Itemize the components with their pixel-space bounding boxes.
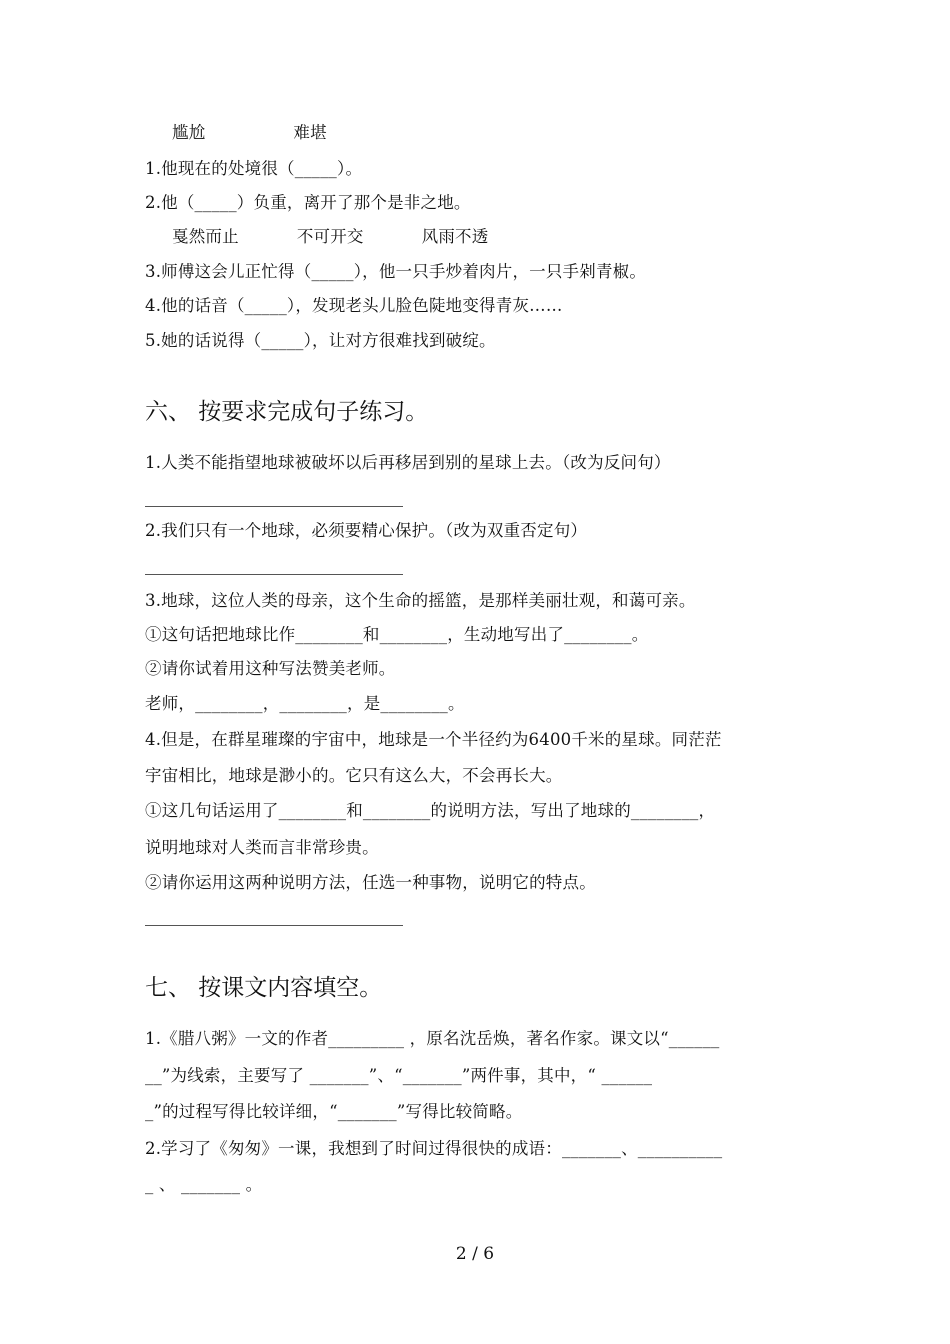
question-6-3-2: ②请你试着用这种写法赞美老师。 [145, 659, 396, 678]
question-6-4-1-line-1: ①这几句话运用了________和________的说明方法，写出了地球的________， [145, 801, 716, 820]
answer-line [145, 925, 403, 926]
question-7-1-line-2: __”为线索，主要写了 _______”、“_______”两件事，其中，“ ______ [145, 1066, 653, 1085]
question-5-1: 1.他现在的处境很（_____）。 [145, 159, 363, 178]
page-number: 2 / 6 [455, 1244, 495, 1264]
question-6-4-line-2: 宇宙相比，地球是渺小的。它只有这么大，不会再长大。 [145, 766, 563, 785]
word-bank-item: 不可开交 [296, 227, 364, 246]
word-bank-item: 难堪 [293, 123, 327, 142]
question-6-3: 3.地球，这位人类的母亲，这个生命的摇篮，是那样美丽壮观，和蔼可亲。 [145, 591, 696, 610]
question-5-2: 2.他（_____）负重，离开了那个是非之地。 [145, 193, 471, 212]
question-6-2: 2.我们只有一个地球，必须要精心保护。（改为双重否定句） [145, 521, 588, 540]
question-7-2-line-1: 2.学习了《匆匆》一课，我想到了时间过得很快的成语：_______、__________ [145, 1139, 723, 1158]
question-5-5: 5.她的话说得（_____），让对方很难找到破绽。 [145, 331, 496, 350]
word-bank-b [172, 226, 488, 248]
question-6-1: 1.人类不能指望地球被破坏以后再移居到别的星球上去。（改为反问句） [145, 453, 671, 472]
question-7-1-line-1: 1.《腊八粥》一文的作者_________ ，原名沈岳焕，著名作家。课文以“______ [145, 1029, 720, 1048]
question-6-3-3: 老师，________，________，是________。 [145, 694, 465, 713]
word-bank-item: 戛然而止 [172, 227, 239, 246]
question-6-4-1-line-2: 说明地球对人类而言非常珍贵。 [145, 838, 379, 857]
question-6-3-1: ①这句话把地球比作________和________，生动地写出了________。 [145, 625, 649, 644]
answer-line [145, 506, 403, 507]
question-7-2-line-2: _ 、 _______ 。 [145, 1175, 263, 1194]
word-bank-item: 风雨不透 [421, 227, 489, 246]
question-7-1-line-3: _”的过程写得比较详细，“_______”写得比较简略。 [145, 1102, 523, 1121]
question-6-4-2: ②请你运用这两种说明方法，任选一种事物，说明它的特点。 [145, 873, 596, 892]
question-5-4: 4.他的话音（_____），发现老头儿脸色陡地变得青灰…… [145, 296, 563, 315]
word-bank-a [172, 122, 327, 144]
word-bank-item: 尴尬 [172, 123, 206, 142]
question-5-3: 3.师傅这会儿正忙得（_____），他一只手炒着肉片，一只手剁青椒。 [145, 262, 647, 281]
section-6-heading: 六、 按要求完成句子练习。 [145, 399, 429, 425]
question-6-4-line-1: 4.但是，在群星璀璨的宇宙中，地球是一个半径约为6400千米的星球。同茫茫 [145, 730, 722, 749]
answer-line [145, 574, 403, 575]
section-7-heading: 七、 按课文内容填空。 [145, 975, 383, 1001]
